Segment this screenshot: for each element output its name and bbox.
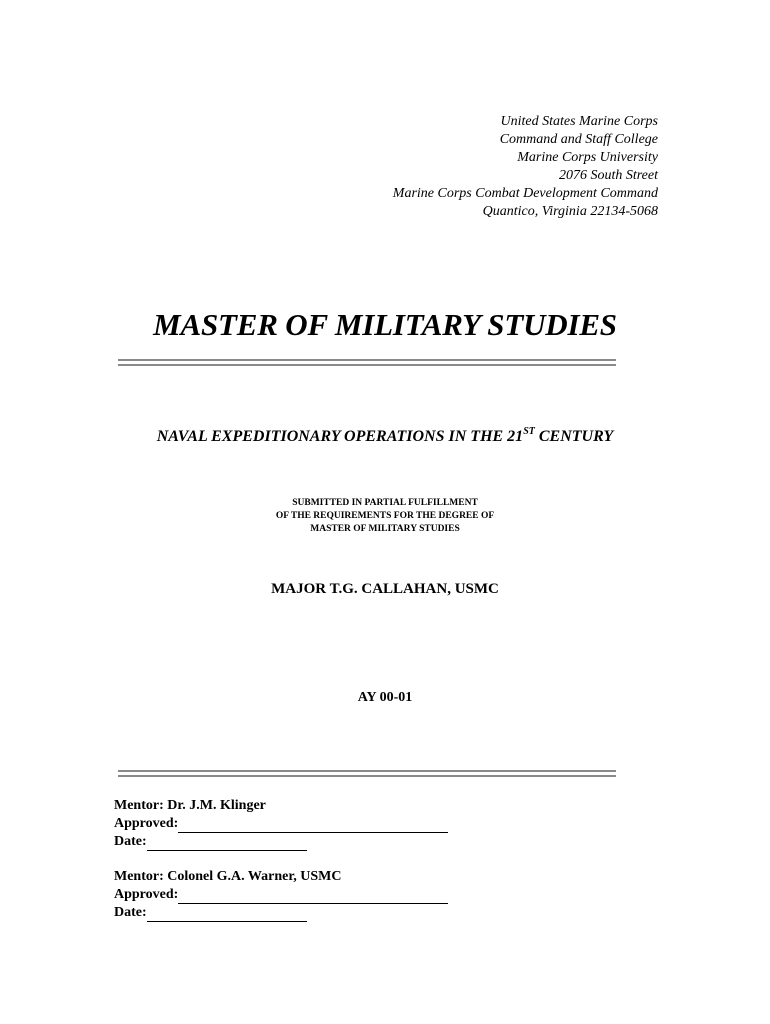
approved-signature-line[interactable] — [178, 819, 448, 833]
date-line[interactable] — [147, 837, 307, 851]
approved-label: Approved: — [114, 816, 179, 831]
approved-row — [114, 815, 448, 833]
mentor-approval-block — [114, 868, 448, 922]
approved-row — [114, 886, 448, 904]
address-line: Quantico, Virginia 22134-5068 — [482, 204, 658, 219]
mentor-name: Mentor: Colonel G.A. Warner, USMC — [114, 869, 342, 884]
subject-superscript: ST — [523, 426, 535, 437]
submission-statement — [0, 497, 770, 536]
submission-line: MASTER OF MILITARY STUDIES — [310, 524, 460, 534]
double-rule-divider — [118, 359, 616, 366]
subject-text: NAVAL EXPEDITIONARY OPERATIONS IN THE 21 — [156, 428, 524, 445]
date-label: Date: — [114, 905, 147, 920]
address-line: Command and Staff College — [499, 132, 658, 147]
submission-line: SUBMITTED IN PARTIAL FULFILLMENT — [292, 498, 478, 508]
address-line: United States Marine Corps — [500, 114, 658, 129]
page-title: MASTER OF MILITARY STUDIES — [153, 307, 617, 342]
mentor-approval-block — [114, 797, 448, 851]
address-line: Marine Corps University — [517, 150, 658, 165]
paper-subject — [0, 428, 770, 446]
academic-year: AY 00-01 — [357, 690, 413, 705]
approved-signature-line[interactable] — [178, 890, 448, 904]
address-block — [393, 113, 658, 221]
submission-line: OF THE REQUIREMENTS FOR THE DEGREE OF — [275, 511, 495, 521]
date-row — [114, 904, 448, 922]
address-line: 2076 South Street — [558, 168, 658, 183]
author-name: MAJOR T.G. CALLAHAN, USMC — [271, 581, 499, 597]
approved-label: Approved: — [114, 887, 179, 902]
date-row — [114, 833, 448, 851]
double-rule-divider — [118, 770, 616, 777]
address-line: Marine Corps Combat Development Command — [392, 186, 658, 201]
date-label: Date: — [114, 834, 147, 849]
date-line[interactable] — [147, 908, 307, 922]
mentor-name: Mentor: Dr. J.M. Klinger — [114, 798, 266, 813]
subject-suffix: CENTURY — [534, 428, 614, 445]
